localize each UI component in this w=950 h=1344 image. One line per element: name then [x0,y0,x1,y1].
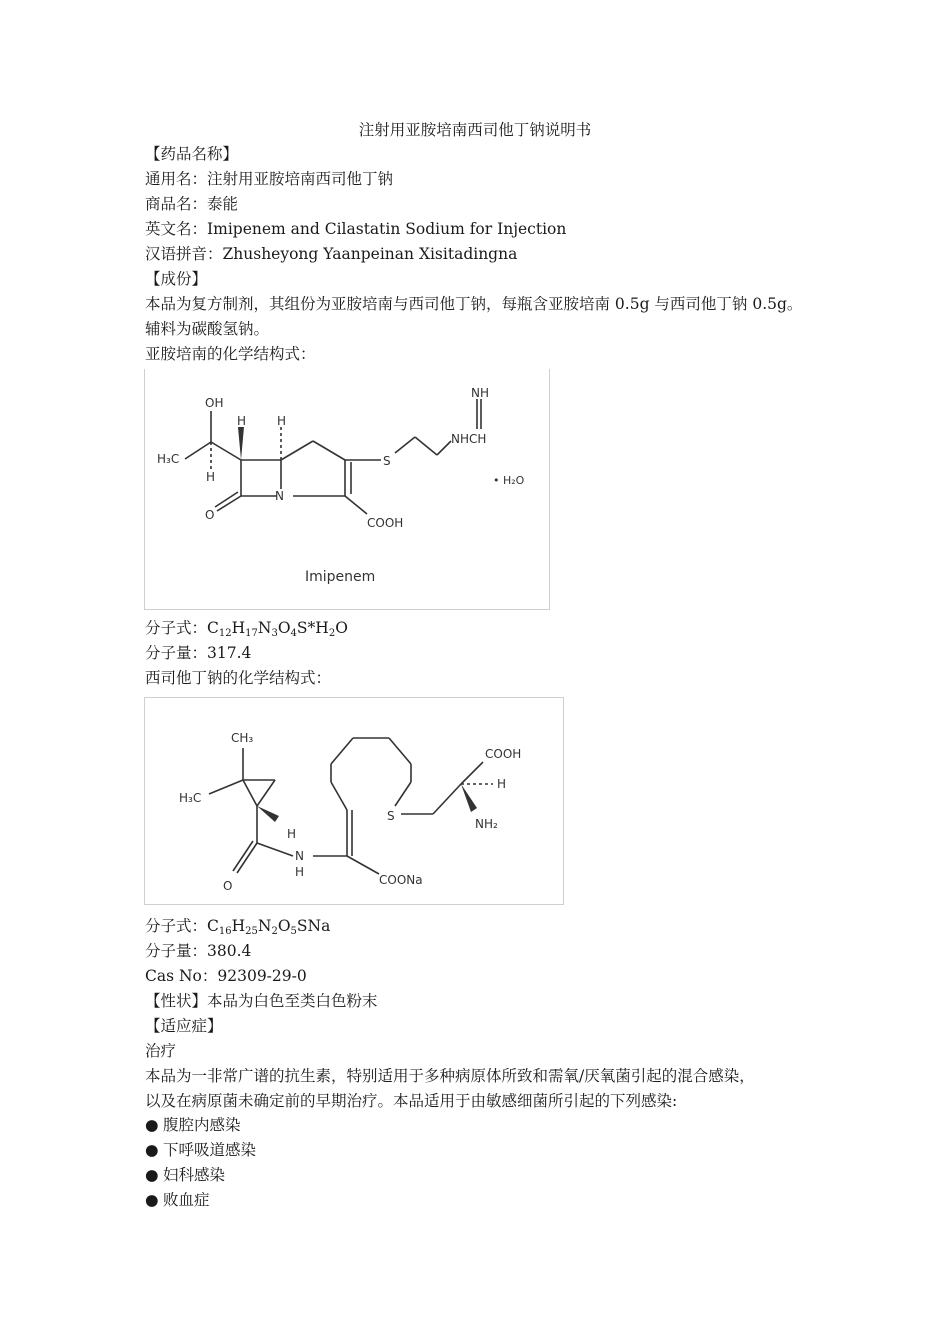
cilastatin-structure-figure [144,697,564,905]
label-h-cp: H [287,827,297,841]
label-h-top: H [237,414,247,428]
cilastatin-structure-diagram [145,698,563,904]
indications-line-2: 以及在病原菌未确定前的早期治疗。本品适用于由敏感细菌所引起的下列感染: [145,1092,678,1110]
document-title: 注射用亚胺培南西司他丁钠说明书 [358,121,592,139]
label-s-2: S [387,809,395,823]
bullet-icon: ● [145,1166,159,1184]
label-water: • H₂O [493,474,525,487]
list-item: ● 妇科感染 [145,1166,226,1184]
bullet-icon: ● [145,1116,159,1134]
generic-name: 通用名：注射用亚胺培南西司他丁钠 [145,170,394,188]
imipenem-structure-diagram [145,369,549,609]
label-h-top-2: H [277,414,287,428]
label-h3c-2: H₃C [179,791,202,805]
imipenem-structure-label: 亚胺培南的化学结构式： [145,345,316,363]
list-item: ● 下呼吸道感染 [145,1141,257,1159]
label-h3c: H₃C [157,452,180,466]
label-h-bottom: H [206,470,216,484]
composition-line-2: 辅料为碳酸氢钠。 [145,320,270,338]
label-h-chiral: H [497,777,507,791]
label-oh: OH [205,396,224,410]
list-item: ● 腹腔内感染 [145,1116,241,1134]
list-item: ● 败血症 [145,1191,210,1209]
label-cooh-2: COOH [485,747,522,761]
label-amide-h: H [295,865,305,879]
label-nh2: NH₂ [475,817,498,831]
drug-name-header: 【药品名称】 [145,145,239,163]
bullet-icon: ● [145,1141,159,1159]
label-n: N [275,489,284,503]
composition-line-1: 本品为复方制剂，其组份为亚胺培南与西司他丁钠，每瓶含亚胺培南 0.5g 与西司他丁钠 0.5g。 [145,295,803,313]
cilastatin-formula: 分子式：$C_{16}H_{25}N_2O_5SNa$ [145,917,331,937]
label-cooh: COOH [367,516,404,530]
label-imipenem: Imipenem [305,569,376,585]
label-o-2: O [223,879,233,893]
label-ch3: CH₃ [231,731,254,745]
label-amide-n: N [295,849,304,863]
label-nh: NH [471,386,489,400]
treatment-label: 治疗 [145,1042,177,1060]
indications-header: 【适应症】 [145,1017,223,1035]
composition-header: 【成份】 [145,270,208,288]
indications-line-1: 本品为一非常广谱的抗生素，特别适用于多种病原体所致和需氧/厌氧菌引起的混合感染， [145,1067,755,1085]
properties: 【性状】本品为白色至类白色粉末 [145,992,378,1010]
cilastatin-mw: 分子量：380.4 [145,942,252,960]
imipenem-mw: 分子量：317.4 [145,644,252,662]
trade-name: 商品名：泰能 [145,195,239,213]
imipenem-formula: 分子式：$C_{12}H_{17}N_3O_4S*H_2O$ [145,619,348,639]
label-nhch: NHCH [451,432,487,446]
bullet-icon: ● [145,1191,159,1209]
english-name: 英文名：Imipenem and Cilastatin Sodium for Injection [145,220,567,238]
label-coona: COONa [379,873,423,887]
pinyin-name: 汉语拼音：Zhusheyong Yaanpeinan Xisitadingna [145,245,518,263]
imipenem-structure-figure [144,369,550,610]
cilastatin-structure-label: 西司他丁钠的化学结构式： [145,669,332,687]
label-o: O [205,508,215,522]
cas-number: Cas No：92309-29-0 [145,967,307,985]
label-s: S [383,454,391,468]
